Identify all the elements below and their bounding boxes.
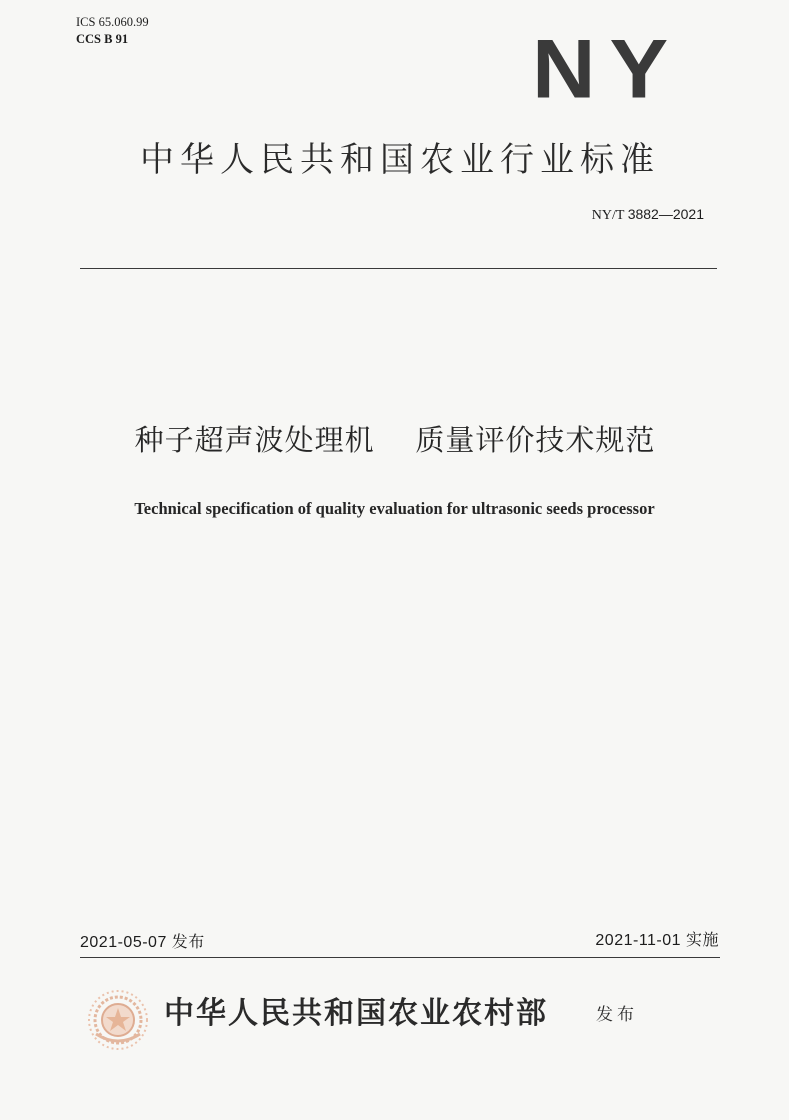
ics-code: ICS 65.060.99 [76,15,149,29]
emblem-rays [89,991,147,1049]
publisher-name: 中华人民共和国农业农村部 [164,996,548,1031]
standard-category-title: 中华人民共和国农业行业标准 [140,140,660,180]
publisher-suffix: 发布 [596,1005,638,1025]
implementation-date: 2021-11-01 实施 [595,932,719,949]
standard-number [592,204,704,226]
standard-number-value: 3882—2021 [627,206,704,222]
footer-divider [80,957,720,958]
ccs-code: CCS B 91 [76,32,129,46]
english-title: Technical specification of quality evaluation for ultrasonic seeds processor [134,499,655,518]
header-divider [80,268,717,269]
ny-logo: NY [532,21,683,116]
national-emblem-icon [86,988,150,1052]
standard-number-prefix: NY/T [591,208,625,223]
chinese-title: 种子超声波处理机 质量评价技术规范 [134,423,656,457]
issue-date: 2021-05-07 发布 [80,934,205,951]
